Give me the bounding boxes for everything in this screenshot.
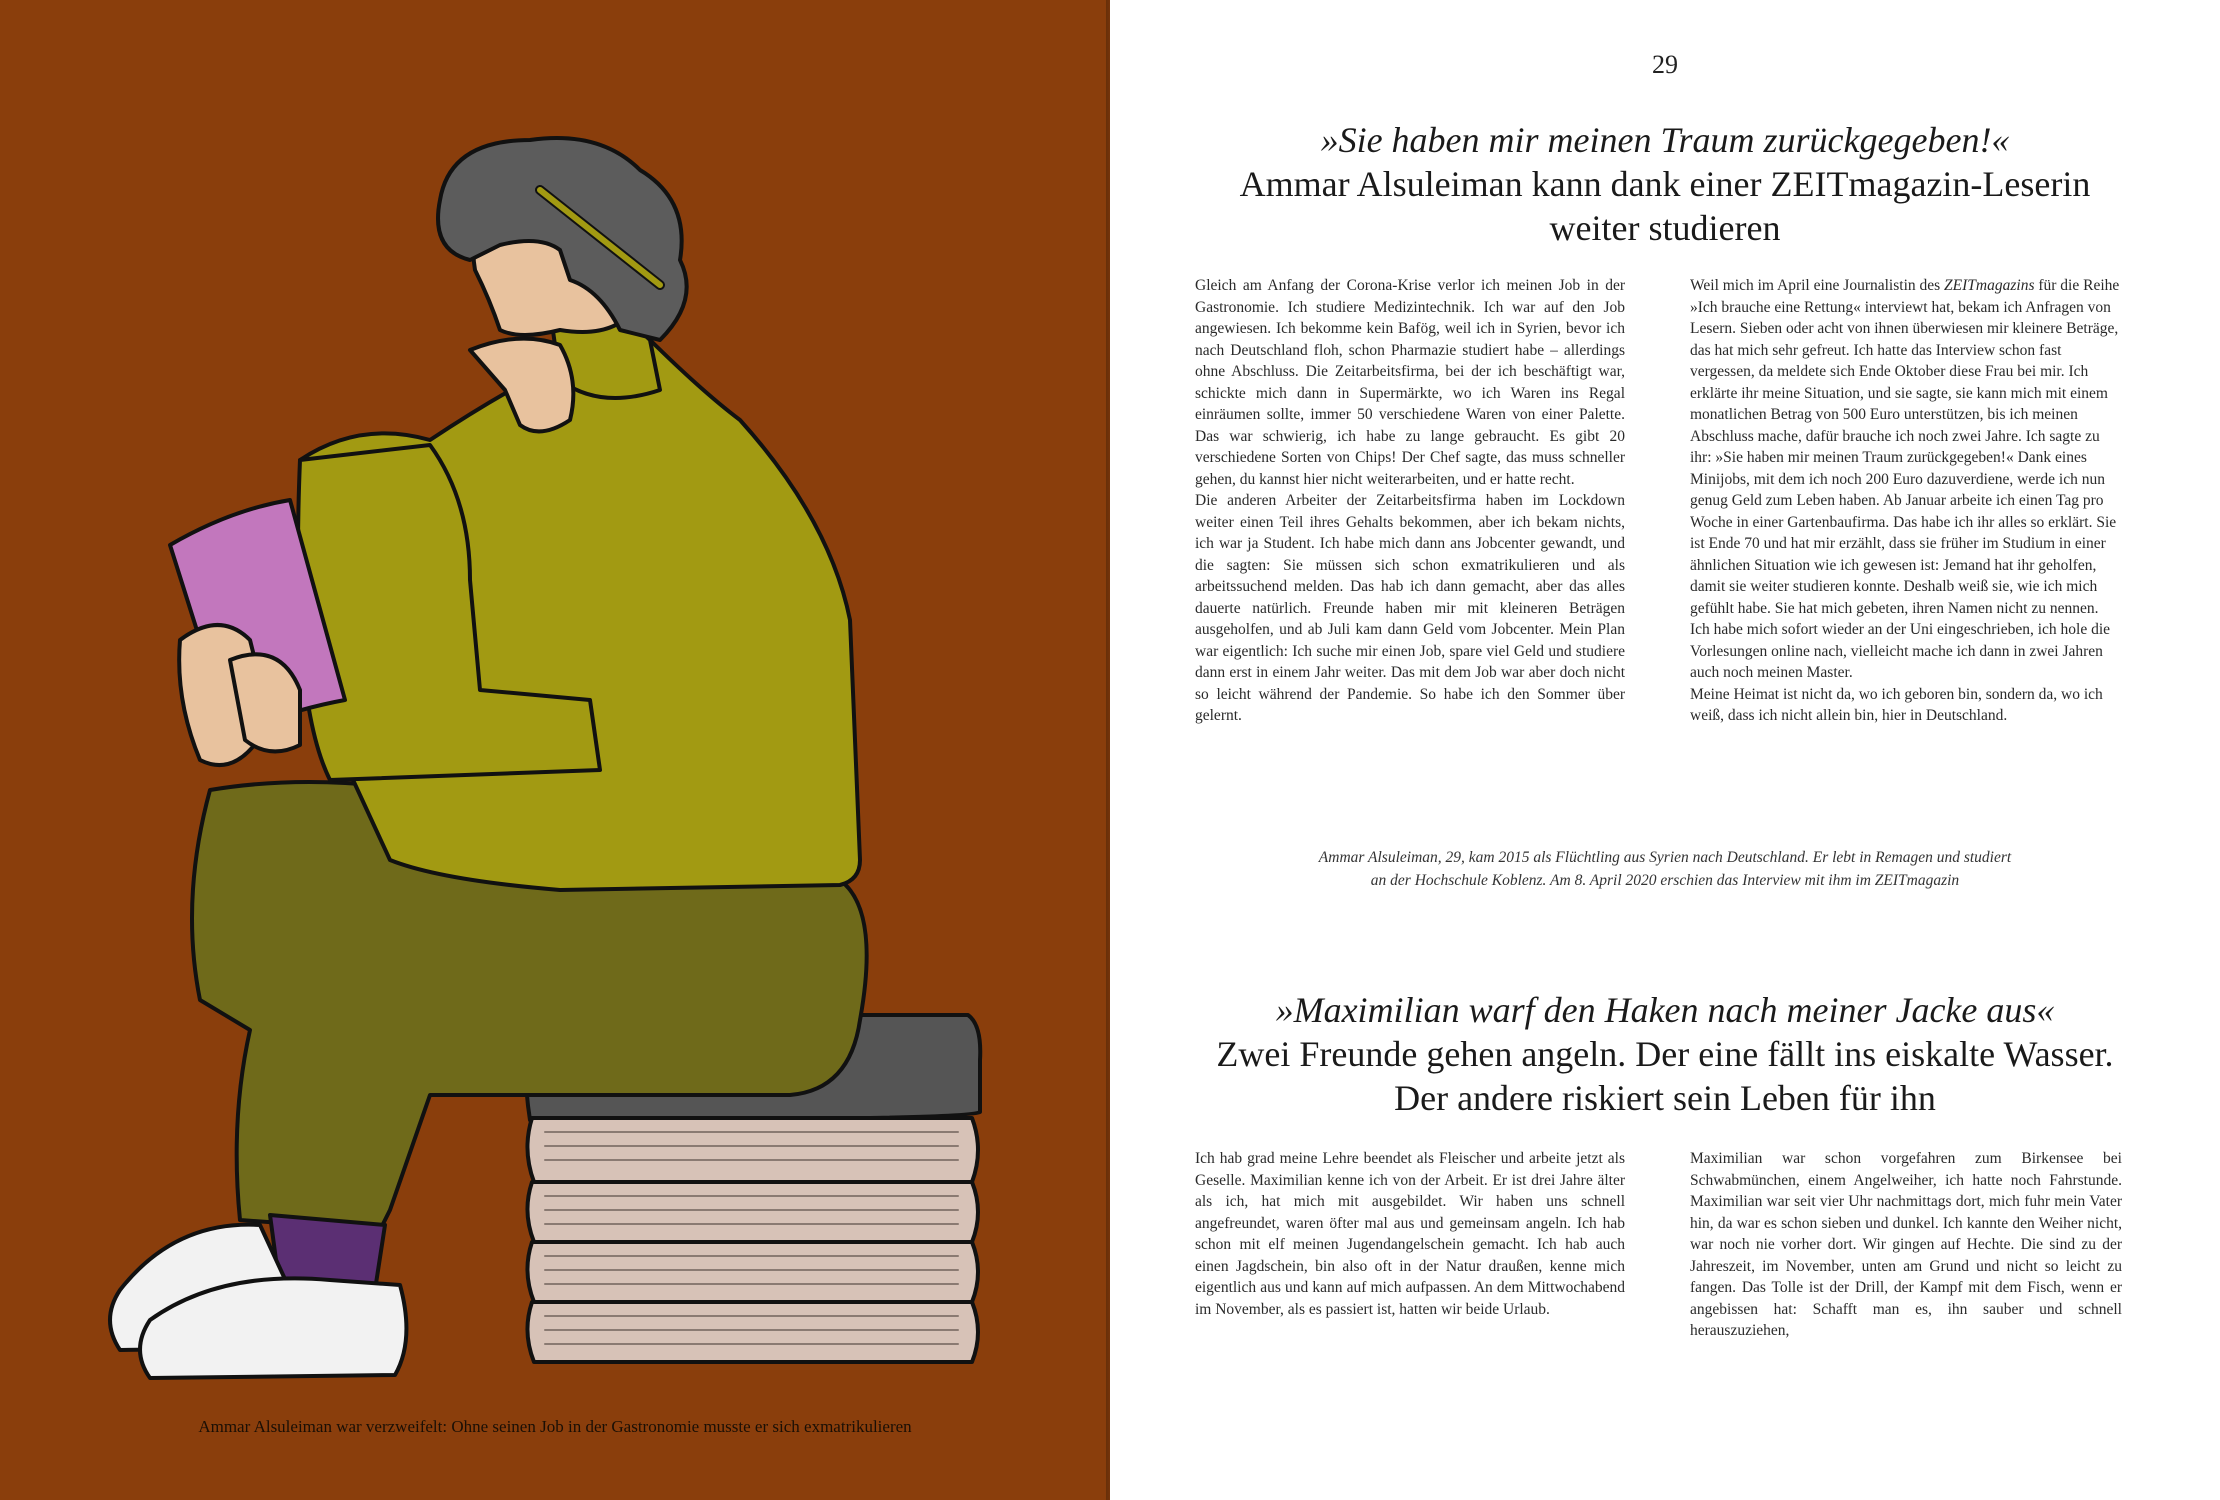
article1-column-left xyxy=(1195,275,1625,727)
article2-deck-line1: Zwei Freunde gehen angeln. Der eine fällt ins eiskalte Wasser. xyxy=(1216,1034,2114,1074)
article2-headline xyxy=(1110,988,2220,1120)
article1-headline xyxy=(1110,118,2220,250)
article2-column-left xyxy=(1195,1148,1625,1320)
article1-bio-line1: Ammar Alsuleiman, 29, kam 2015 als Flüchtling aus Syrien nach Deutschland. Er lebt in Remagen und studiert xyxy=(1318,849,2012,866)
book-5 xyxy=(527,1302,978,1362)
illustration-caption: Ammar Alsuleiman war verzweifelt: Ohne seinen Job in der Gastronomie musste er sich exmatrikulieren xyxy=(198,1417,912,1436)
article2-column-right xyxy=(1690,1148,2122,1342)
article1-col2-paragraph2: Meine Heimat ist nicht da, wo ich geboren bin, sondern da, wo ich weiß, dass ich nicht allein bin, hier in Deutschland. xyxy=(1690,685,2103,724)
article2-col2-paragraph: Maximilian war schon vorgefahren zum Birkensee bei Schwabmünchen, einem Angelweiher, ich hatte noch Fahrstunde. Maximilian war seit vier Uhr nachmittags dort, mich fuhr mein Vater hin, da war es schon sieben und dunkel. Ich kannte den Weiher nicht, war noch nie vorher dort. Wir gingen auf Hechte. Die sind zu der Jahreszeit, im November, unten am Grund und nicht so leicht zu fangen. Das Tolle ist der Drill, der Kampf mit dem Fisch, wenn er angebissen hat: Schafft man es, ihn sauber und schnell herauszuziehen, xyxy=(1690,1150,2122,1339)
article1-col2-paragraph1 xyxy=(1690,275,2122,684)
book-3 xyxy=(527,1182,978,1242)
right-page-text xyxy=(1110,0,2220,1500)
article1-col1-paragraph2: Die anderen Arbeiter der Zeitarbeitsfirma haben im Lockdown weiter einen Teil ihres Gehalts bekommen, aber ich bekam nichts, ich war ja Student. Ich habe mich dann ans Jobcenter gewandt, und die sagten: Sie müssen sich schon exmatrikulieren und als arbeitssuchend melden. Das hab ich dann gemacht, aber das alles dauerte natürlich. Freunde haben mir mit kleineren Beträgen ausgeholfen, und ab Juli kam dann Geld vom Jobcenter. Mein Plan war eigentlich: Ich suche mir einen Job, spare viel Geld und studiere dann erst in einem Jahr weiter. Das mit dem Job war aber doch nicht so leicht während der Pandemie. So habe ich den Sommer über gelernt. xyxy=(1195,492,1625,724)
article1-col1-paragraph1: Gleich am Anfang der Corona-Krise verlor ich meinen Job in der Gastronomie. Ich studiere Medizintechnik. Ich war auf den Job angewiesen. Ich bekomme kein Bafög, weil ich in Syrien, bevor ich nach Deutschland floh, schon Pharmazie studiert habe – allerdings ohne Abschluss. Die Zeitarbeitsfirma, bei der ich beschäftigt war, schickte mich dann in Supermärkte, wo ich Waren ins Regal einräumen sollte, immer 50 verschiedene Waren von einer Palette. Das war schwierig, ich habe zu lange gebraucht. Es gibt 20 verschiedene Sorten von Chips! Der Chef sagte, das muss schneller gehen, du kannst hier nicht weiterarbeiten, und er hatte recht. xyxy=(1195,277,1625,488)
book-4 xyxy=(527,1242,978,1302)
article1-deck-line1: Ammar Alsuleiman kann dank einer ZEITmagazin-Leserin xyxy=(1239,164,2091,204)
article1-deck-line2: weiter studieren xyxy=(1549,208,1781,248)
article1-col2-magazine-name: ZEITmagazins xyxy=(1944,277,2035,294)
article1-column-right xyxy=(1690,275,2122,727)
page-number: 29 xyxy=(1652,50,1678,79)
article2-col1-paragraph: Ich hab grad meine Lehre beendet als Fleischer und arbeite jetzt als Geselle. Maximilian kenne ich von der Arbeit. Er ist drei Jahre älter als ich, hat mich mit ausgebildet. Wir haben uns schnell angefreundet, waren öfter mal aus und gemeinsam angeln. Ich hab schon mit elf meinen Jugendangelschein gemacht. Ich hab auch einen Jagdschein, bin also oft in der Natur draußen, kenne mich eigentlich aus und kann auf mich aufpassen. An dem Mittwochabend im November, als es passiert ist, hatten wir beide Urlaub. xyxy=(1195,1150,1625,1318)
book-2 xyxy=(527,1118,978,1182)
article2-kicker: »Maximilian warf den Haken nach meiner Jacke aus« xyxy=(1275,990,2055,1030)
article1-kicker: »Sie haben mir meinen Traum zurückgegeben!« xyxy=(1320,120,2010,160)
article2-deck-line2: Der andere riskiert sein Leben für ihn xyxy=(1394,1078,1936,1118)
article1-bio-line2: an der Hochschule Koblenz. Am 8. April 2020 erschien das Interview mit ihm im ZEITmagazin xyxy=(1370,872,1960,889)
article1-bio xyxy=(1110,846,2220,892)
article1-col2-text-a: Weil mich im April eine Journalistin des xyxy=(1690,277,1945,294)
article1-col2-text-b: für die Reihe »Ich brauche eine Rettung« interviewt hat, bekam ich Anfragen von Lesern. Sieben oder acht von ihnen überwiesen mir kleinere Beträge, das hat mich sehr gefreut. Ich hatte das Interview schon fast vergessen, da meldete sich Ende Oktober diese Frau bei mir. Ich erklärte ihr meine Situation, und sie sagte, sie kann mich mit einem monatlichen Betrag von 500 Euro unterstützen, bis ich meinen Abschluss mache, dafür brauche ich noch zwei Jahre. Ich sagte zu ihr: »Sie haben mir meinen Traum zurückgegeben!« Dank eines Minijobs, mit dem ich noch 200 Euro dazuverdiene, werde ich nun genug Geld zum Leben haben. Ab Januar arbeite ich einen Tag pro Woche in einer Gartenbaufirma. Das habe ich ihr alles so erklärt. Sie ist Ende 70 und hat mir erzählt, dass sie früher im Studium in einer ähnlichen Situation wie ich gewesen ist: Jemand hat ihr geholfen, damit sie weiter studieren konnte. Deshalb weiß sie, wie ich mich gefühlt habe. Sie hat mich gebeten, ihren Namen nicht zu nennen. Ich habe mich sofort wieder an der Uni eingeschrieben, ich hole die Vorlesungen online nach, vielleicht mache ich dann in zwei Jahren auch noch meinen Master. xyxy=(1690,277,2120,681)
